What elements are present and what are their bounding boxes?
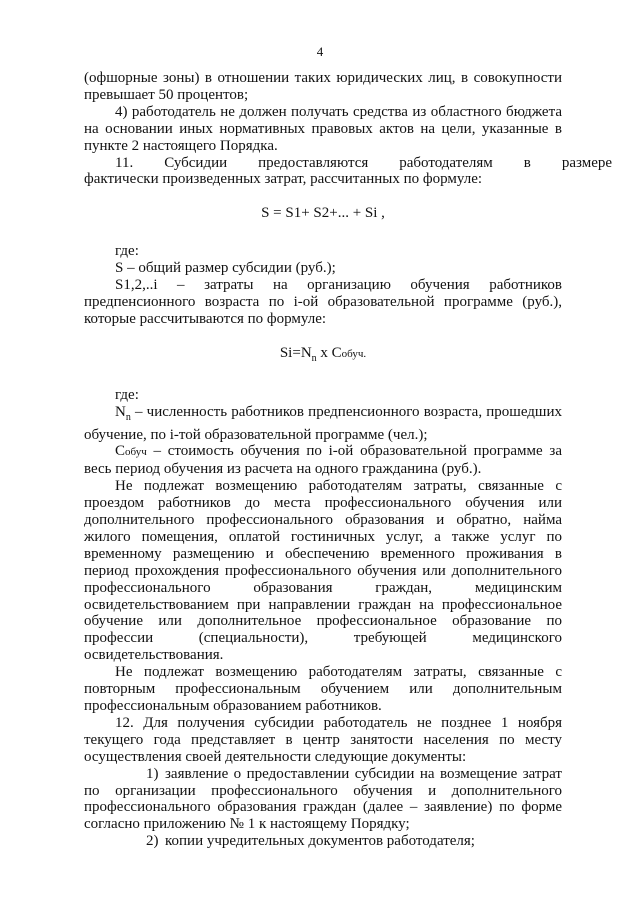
where-label-1: где: (115, 243, 139, 260)
paragraph-offshore: (офшорные зоны) в отношении таких юридических лиц, в совокупности превышает 50 процентов; (84, 70, 562, 103)
paragraph-11-rest: фактически произведенных затрат, рассчитанных по формуле: (84, 171, 483, 188)
formula-si: $Si=N_n$ х Собуч. (279, 344, 367, 364)
paragraph-not-reimbursed-1: Не подлежат возмещению работодателям затраты, связанные с проездом работников до места профессионального обучения или дополнительного профессионального образования и обратно, найма жилого помещения, оплатой гостиничных услуг, а также услуг по временному размещению и обеспечению временного проживания в период прохождения профессионального обучения или дополнительного профессионального образования граждан, медицинским освидетельствованием при направлении граждан на профессиональное обучение или дополнительное профессиональное образование по профессии (специальности), требующей медицинского освидетельствования. (84, 478, 562, 664)
definition-s: S – общий размер субсидии (руб.); (115, 260, 336, 277)
document-body (84, 70, 613, 850)
where-label-2: где: (115, 386, 139, 403)
formula-total-subsidy: S = S1+ S2+... + Si , (261, 205, 385, 222)
page-number: 4 (316, 44, 324, 59)
definition-cost: Собуч – стоимость обучения по i-ой образовательной программе за весь период обучения из расчета на одного гражданина (руб.). (84, 443, 562, 478)
paragraph-12: 12. Для получения субсидии работодатель не позднее 1 ноября текущего года представляет в центр занятости населения по месту осуществления своей деятельности следующие документы: (84, 714, 562, 765)
definition-nn: $N_n$ – численность работников предпенсионного возраста, прошедших обучение, по i-той образовательной программе (чел.); (84, 403, 562, 443)
paragraph-11-line1: 11. Субсидии предоставляются работодателям в размере (115, 154, 613, 171)
paragraph-item-4: 4) работодатель не должен получать средства из областного бюджета на основании иных нормативных правовых актов на цели, указанные в пункте 2 настоящего Порядка. (84, 103, 562, 154)
document-list-item-1: 1) заявление о предоставлении субсидии на возмещение затрат по организации профессионального обучения и дополнительного профессионального образования граждан (далее – заявление) по форме согласно приложению № 1 к настоящему Порядку; (84, 765, 562, 833)
paragraph-not-reimbursed-2: Не подлежат возмещению работодателям затраты, связанные с повторным профессиональным обучением или дополнительным профессиональным образованием работников. (84, 664, 562, 714)
definition-si: S1,2,..i – затраты на организацию обучения работников предпенсионного возраста по i-ой образовательной программе (руб.), которые рассчитываются по формуле: (84, 277, 562, 327)
document-list-item-2: 2) копии учредительных документов работодателя; (146, 833, 475, 850)
